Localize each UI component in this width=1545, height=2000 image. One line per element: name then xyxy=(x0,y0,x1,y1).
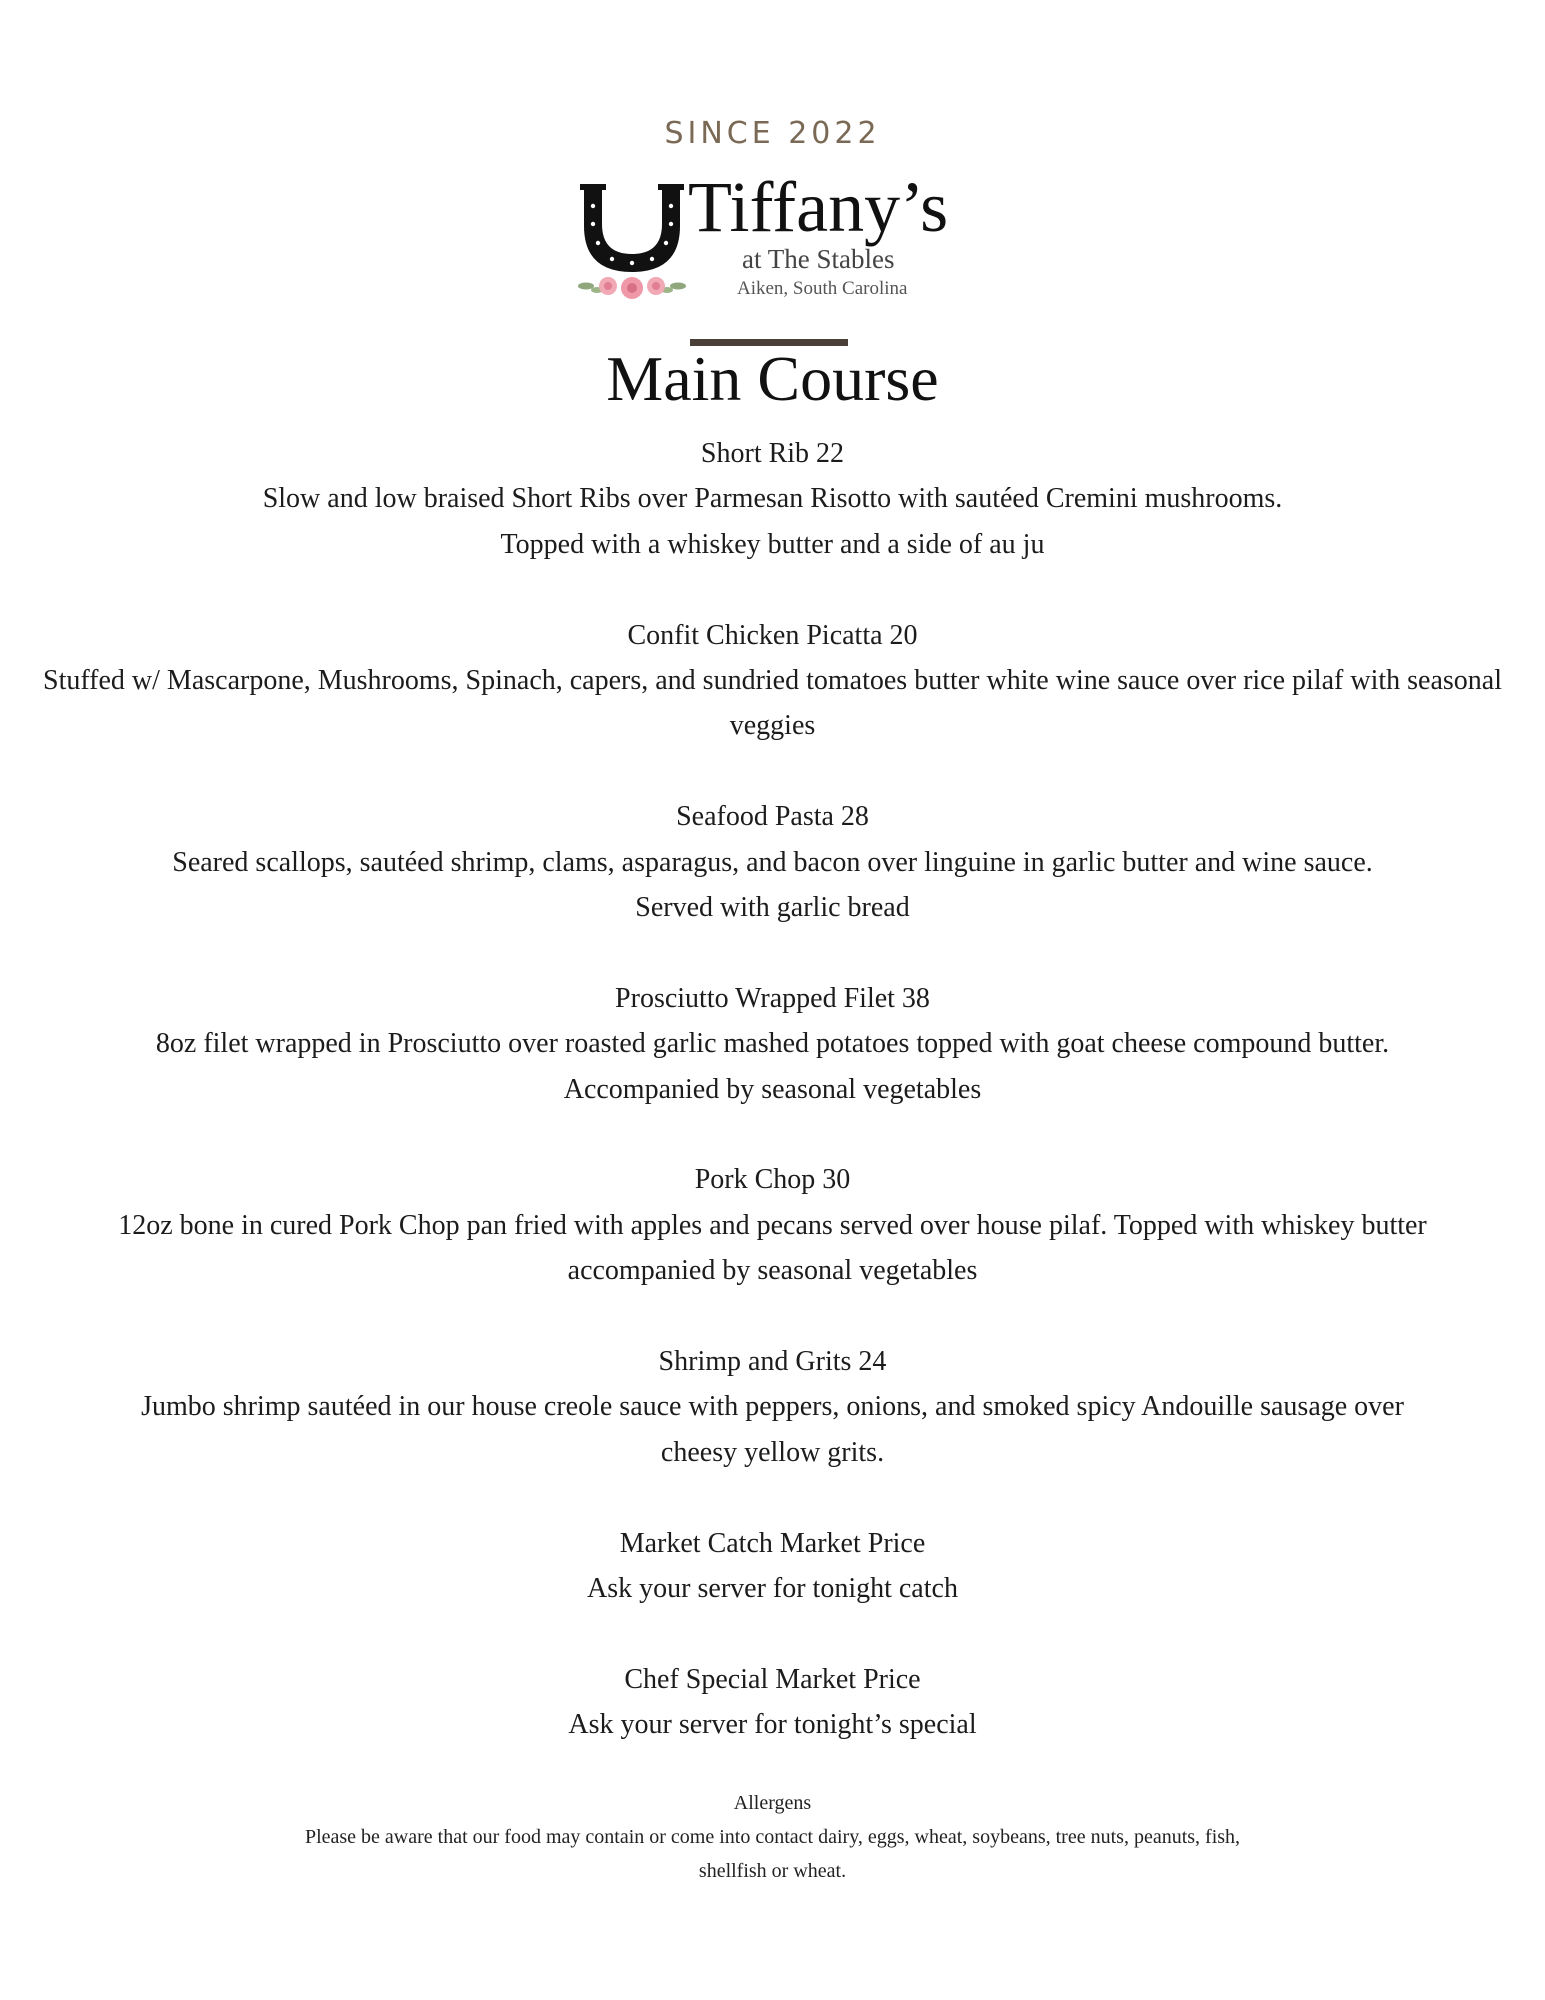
menu-item-title: Seafood Pasta 28 xyxy=(676,801,869,833)
menu-item xyxy=(0,1339,1545,1475)
logo-name: Tiffany’s xyxy=(688,167,949,247)
menu-item xyxy=(0,431,1545,567)
menu-item xyxy=(0,1157,1545,1293)
allergens-notice xyxy=(0,1786,1545,1888)
menu-item-title: Chef Special Market Price xyxy=(624,1663,921,1695)
menu-item-description: Stuffed w/ Mascarpone, Mushrooms, Spinach, capers, and sundried tomatoes butter white wine sauce over rice pilaf with seasonal veggies xyxy=(43,665,1502,742)
menu-item-title: Prosciutto Wrapped Filet 38 xyxy=(615,982,930,1014)
menu-item xyxy=(0,1657,1545,1748)
menu-item-description: Seared scallops, sautéed shrimp, clams, asparagus, and bacon over linguine in garlic butter and wine sauce. Served with garlic bread xyxy=(172,846,1373,924)
menu-item-description: Ask your server for tonight catch xyxy=(587,1573,958,1605)
allergens-text: Please be aware that our food may contain or come into contact dairy, eggs, wheat, soybeans, tree nuts, peanuts, fish, shellfish or wheat. xyxy=(304,1826,1241,1882)
menu-item xyxy=(0,976,1545,1112)
menu-item xyxy=(0,1521,1545,1612)
restaurant-logo xyxy=(560,168,1000,318)
menu-item-description: 8oz filet wrapped in Prosciutto over roasted garlic mashed potatoes topped with goat cheese compound butter. Accompanied by seasonal vegetables xyxy=(155,1028,1390,1105)
menu-item-title: Market Catch Market Price xyxy=(619,1527,926,1559)
menu-item xyxy=(0,613,1545,749)
horseshoe-roses-icon xyxy=(572,176,692,306)
menu-item-description: Slow and low braised Short Ribs over Parmesan Risotto with sautéed Cremini mushrooms. Topped with a whiskey butter and a side of au ju xyxy=(262,483,1283,560)
logo-location: Aiken, South Carolina xyxy=(737,278,908,299)
allergens-title: Allergens xyxy=(733,1792,812,1814)
menu-item-title: Pork Chop 30 xyxy=(694,1164,851,1196)
menu-item-description: 12oz bone in cured Pork Chop pan fried with apples and pecans served over house pilaf. Topped with whiskey butter accompanied by seasonal vegetables xyxy=(118,1209,1427,1287)
menu-item xyxy=(0,794,1545,930)
menu-item-title: Confit Chicken Picatta 20 xyxy=(627,619,918,651)
menu-item-description: Ask your server for tonight’s special xyxy=(568,1709,977,1741)
logo-subtitle: at The Stables xyxy=(742,244,895,274)
page-title: Main Course xyxy=(606,343,939,414)
since-label: SINCE 2022 xyxy=(664,116,881,151)
menu-item-description: Jumbo shrimp sautéed in our house creole sauce with peppers, onions, and smoked spicy Andouille sausage over cheesy yellow grits. xyxy=(141,1391,1404,1468)
menu-list xyxy=(0,431,1545,1793)
menu-item-title: Shrimp and Grits 24 xyxy=(658,1346,887,1378)
menu-item-title: Short Rib 22 xyxy=(700,438,845,469)
